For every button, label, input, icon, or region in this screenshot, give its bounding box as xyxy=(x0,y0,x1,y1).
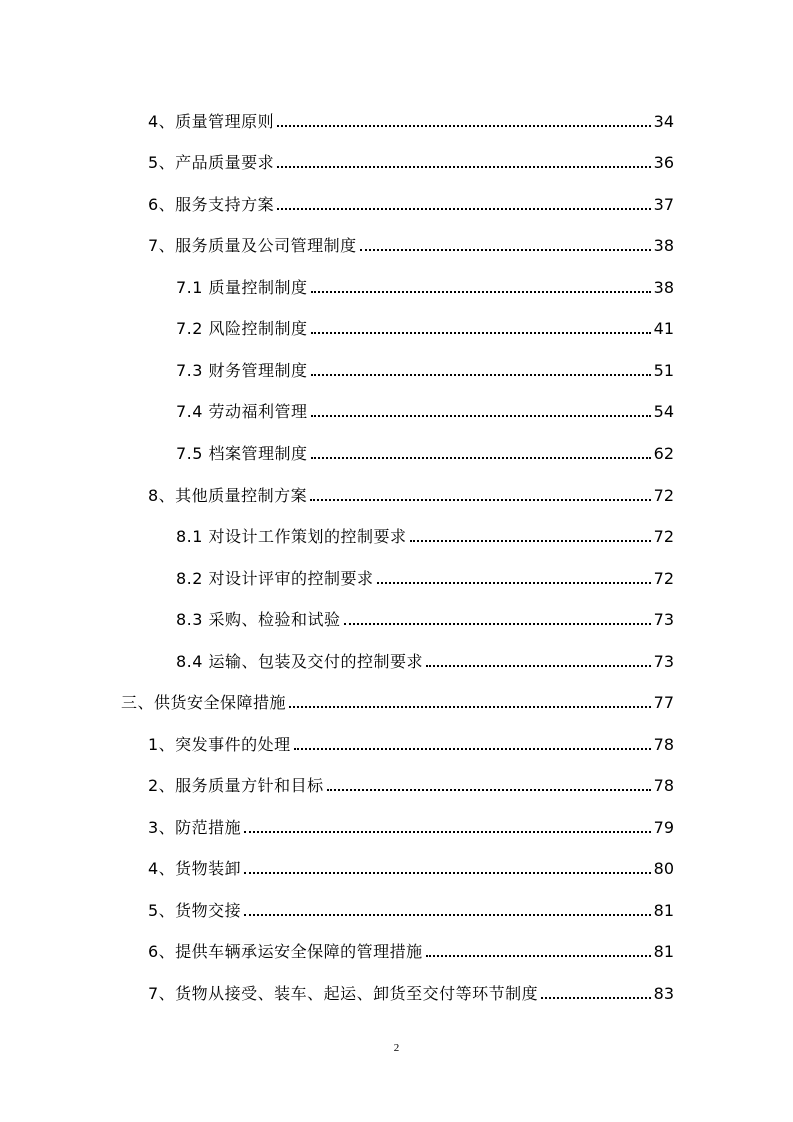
toc-entry[interactable] xyxy=(148,230,674,256)
toc-entry-label: 7、货物从接受、装车、起运、卸货至交付等环节制度 xyxy=(148,984,539,1003)
dot-leader xyxy=(244,830,650,833)
toc-entry-page: 81 xyxy=(653,942,674,961)
toc-entry-page: 36 xyxy=(653,153,674,172)
toc-entry-label: 6、服务支持方案 xyxy=(148,195,275,214)
toc-entry-page: 37 xyxy=(653,195,674,214)
toc-entry[interactable] xyxy=(148,812,674,838)
toc-entry[interactable] xyxy=(176,604,674,630)
toc-entry[interactable] xyxy=(176,646,674,672)
toc-entry[interactable] xyxy=(148,189,674,215)
dot-leader xyxy=(310,498,650,501)
toc-entry-page: 83 xyxy=(653,984,674,1003)
toc-entry-page: 81 xyxy=(653,901,674,920)
dot-leader xyxy=(277,207,650,210)
dot-leader xyxy=(360,248,651,251)
dot-leader xyxy=(311,290,651,293)
toc-entry-page: 38 xyxy=(653,278,674,297)
toc-entry-page: 34 xyxy=(653,112,674,131)
toc-entry[interactable] xyxy=(176,396,674,422)
toc-entry-label: 5、货物交接 xyxy=(148,901,242,920)
dot-leader xyxy=(410,539,651,542)
toc-entry-label: 三、供货安全保障措施 xyxy=(121,693,287,712)
toc-entry-label: 8.2 对设计评审的控制要求 xyxy=(176,569,374,588)
dot-leader xyxy=(289,705,651,708)
toc-entry-label: 4、货物装卸 xyxy=(148,859,242,878)
toc-entry-page: 41 xyxy=(653,319,674,338)
toc-entry[interactable] xyxy=(148,936,674,962)
toc-entry-page: 72 xyxy=(653,486,674,505)
toc-entry-label: 7.3 财务管理制度 xyxy=(176,361,308,380)
dot-leader xyxy=(311,373,651,376)
dot-leader xyxy=(541,996,650,999)
toc-entry-label: 1、突发事件的处理 xyxy=(148,735,291,754)
dot-leader xyxy=(277,124,650,127)
toc-entry-page: 73 xyxy=(653,652,674,671)
toc-entry-page: 72 xyxy=(653,527,674,546)
dot-leader xyxy=(311,414,651,417)
toc-entry[interactable] xyxy=(148,770,674,796)
toc-entry[interactable] xyxy=(148,729,674,755)
toc-entry[interactable] xyxy=(148,853,674,879)
dot-leader xyxy=(244,913,650,916)
toc-entry-label: 8.4 运输、包装及交付的控制要求 xyxy=(176,652,424,671)
toc-entry-label: 7.5 档案管理制度 xyxy=(176,444,308,463)
dot-leader xyxy=(377,581,651,584)
toc-entry[interactable] xyxy=(176,272,674,298)
toc-entry-label: 2、服务质量方针和目标 xyxy=(148,776,324,795)
toc-entry-page: 80 xyxy=(653,859,674,878)
toc-entry-label: 7.1 质量控制制度 xyxy=(176,278,308,297)
toc-entry-label: 8.1 对设计工作策划的控制要求 xyxy=(176,527,407,546)
toc-entry[interactable] xyxy=(121,687,674,713)
toc-entry[interactable] xyxy=(148,106,674,132)
dot-leader xyxy=(426,954,651,957)
toc-entry-page: 51 xyxy=(653,361,674,380)
toc-entry-label: 3、防范措施 xyxy=(148,818,242,837)
dot-leader xyxy=(294,747,651,750)
toc-entry-label: 7.4 劳动福利管理 xyxy=(176,402,308,421)
dot-leader xyxy=(311,456,651,459)
toc-entry[interactable] xyxy=(148,480,674,506)
toc-entry-page: 62 xyxy=(653,444,674,463)
toc-entry[interactable] xyxy=(176,313,674,339)
toc-entry-page: 54 xyxy=(653,402,674,421)
toc-entry-label: 8、其他质量控制方案 xyxy=(148,486,308,505)
dot-leader xyxy=(327,788,651,791)
toc-entry-label: 4、质量管理原则 xyxy=(148,112,275,131)
dot-leader xyxy=(426,664,651,667)
toc-entry[interactable] xyxy=(176,563,674,589)
toc-entry-label: 7、服务质量及公司管理制度 xyxy=(148,236,357,255)
page-number: 2 xyxy=(393,1042,400,1054)
toc-entry[interactable] xyxy=(176,438,674,464)
toc-entry-page: 79 xyxy=(653,818,674,837)
toc-entry-label: 8.3 采购、检验和试验 xyxy=(176,610,341,629)
toc-entry-page: 77 xyxy=(653,693,674,712)
toc-entry-page: 78 xyxy=(653,776,674,795)
toc-entry-label: 7.2 风险控制制度 xyxy=(176,319,308,338)
toc-entry-label: 5、产品质量要求 xyxy=(148,153,275,172)
toc-entry-page: 72 xyxy=(653,569,674,588)
toc-entry[interactable] xyxy=(148,895,674,921)
toc-entry[interactable] xyxy=(176,521,674,547)
dot-leader xyxy=(244,871,650,874)
toc-entry[interactable] xyxy=(148,978,674,1004)
toc-entry-page: 38 xyxy=(653,236,674,255)
toc-entry-page: 73 xyxy=(653,610,674,629)
dot-leader xyxy=(344,622,651,625)
dot-leader xyxy=(277,165,650,168)
toc-entry[interactable] xyxy=(148,147,674,173)
toc-entry[interactable] xyxy=(176,355,674,381)
dot-leader xyxy=(311,331,651,334)
toc-entry-label: 6、提供车辆承运安全保障的管理措施 xyxy=(148,942,423,961)
toc-entry-page: 78 xyxy=(653,735,674,754)
